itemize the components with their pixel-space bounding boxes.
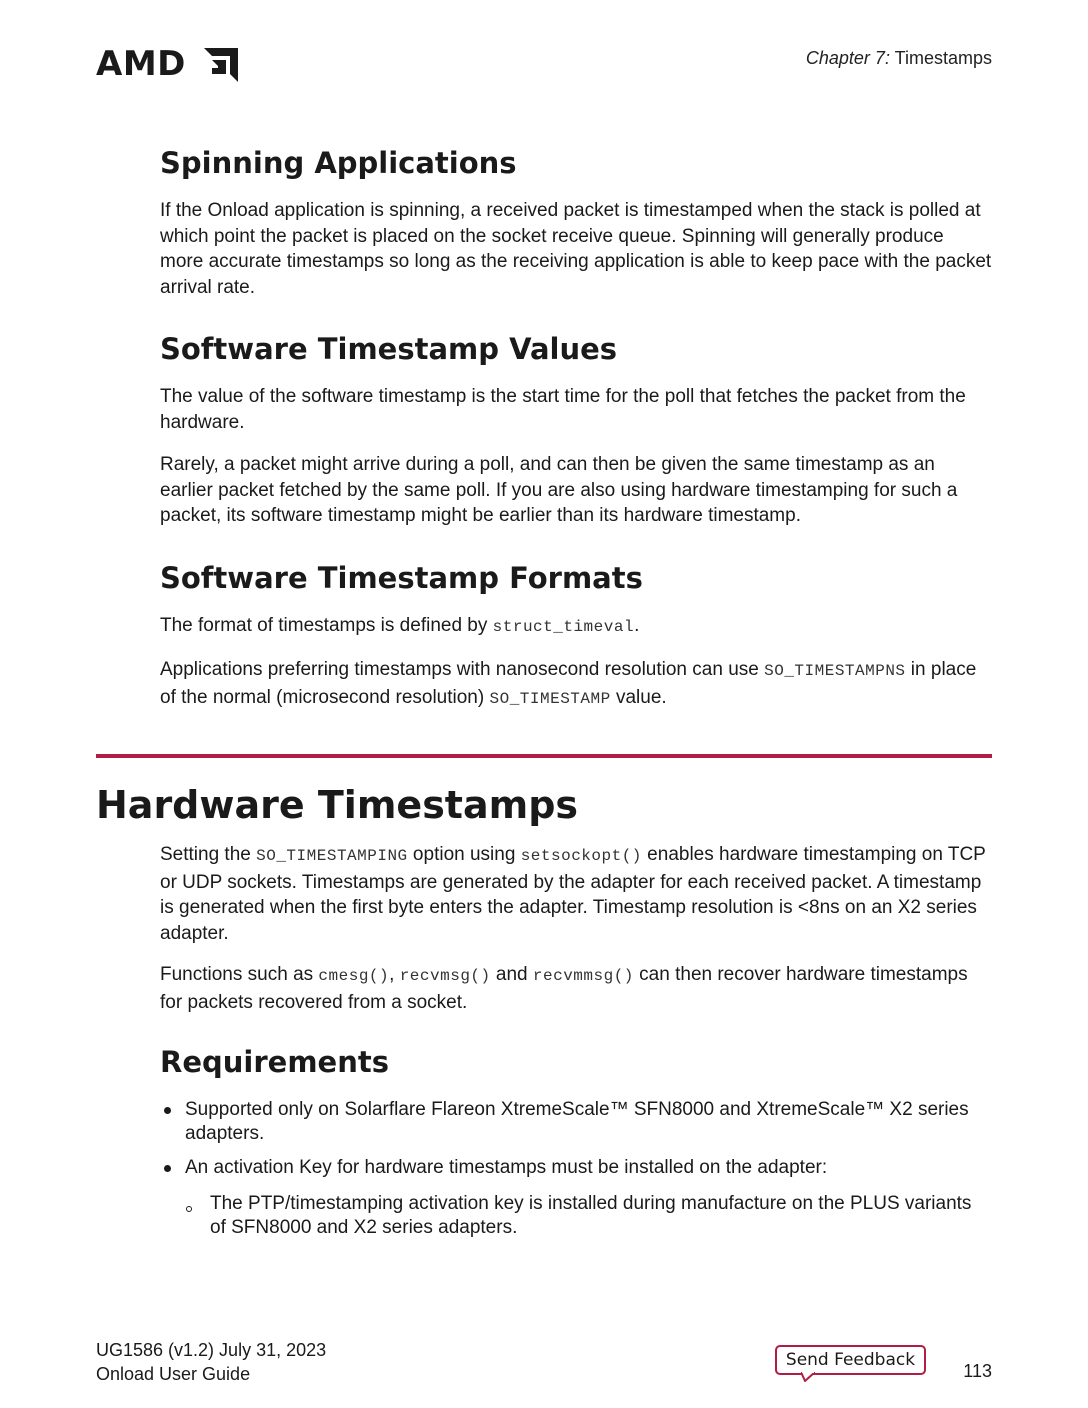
bullet-icon <box>164 1165 171 1172</box>
heading-requirements: Requirements <box>160 1045 389 1079</box>
list-item-supported-adapters: Supported only on Solarflare Flareon XtremeScale™ SFN8000 and XtremeScale™ X2 series adapters. <box>185 1099 969 1144</box>
list-item-activation-key: An activation Key for hardware timestamps must be installed on the adapter: <box>185 1157 828 1178</box>
code-recvmmsg: recvmmsg() <box>532 967 634 985</box>
chapter-label: Chapter 7: <box>805 48 890 68</box>
send-feedback-label[interactable]: Send Feedback <box>775 1345 926 1375</box>
code-so-timestamping: SO_TIMESTAMPING <box>256 847 408 865</box>
paragraph-sw-formats-2: Applications preferring timestamps with nanosecond resolution can use SO_TIMESTAMPNS in place of the normal (microsecond resolution) SO_TIMESTAMP value. <box>160 659 977 708</box>
code-struct-timeval: struct_timeval <box>492 618 635 636</box>
heading-spinning-applications: Spinning Applications <box>160 146 517 180</box>
chapter-title: Timestamps <box>894 48 992 68</box>
page-number: 113 <box>963 1361 992 1381</box>
running-header <box>806 46 992 70</box>
heading-software-timestamp-formats: Software Timestamp Formats <box>160 561 643 595</box>
speech-tail-icon <box>801 1372 815 1382</box>
bullet-icon <box>164 1107 171 1114</box>
heading-hardware-timestamps: Hardware Timestamps <box>96 783 579 827</box>
footer-doc-info <box>96 1338 326 1386</box>
section-divider <box>96 754 992 758</box>
paragraph-hardware-2: Functions such as cmesg(), recvmsg() and recvmmsg() can then recover hardware timestamps for packets recovered from a socket. <box>160 964 968 1013</box>
heading-software-timestamp-values: Software Timestamp Values <box>160 332 618 366</box>
paragraph-spinning: If the Onload application is spinning, a received packet is timestamped when the stack is polled at which point the packet is placed on the socket receive queue. Spinning will generally produce more accurate timestamps so long as the receiving application is able to keep pace with the packet arrival rate. <box>160 200 992 298</box>
code-setsockopt: setsockopt() <box>520 847 642 865</box>
paragraph-sw-values-2: Rarely, a packet might arrive during a poll, and can then be given the same timestamp as an earlier packet fetched by the same poll. If you are also using hardware timestamping for such a packet, its software timestamp might be earlier than its hardware timestamp. <box>160 454 958 526</box>
paragraph-hardware-1: Setting the SO_TIMESTAMPING option using setsockopt() enables hardware timestamping on TCP or UDP sockets. Timestamps are generated by the adapter for each received packet. A timestamp is generated when the first byte enters the adapter. Timestamp resolution is <8ns on an X2 series adapter. <box>160 844 986 944</box>
paragraph-sw-formats-1: The format of timestamps is defined by struct_timeval. <box>160 615 640 636</box>
list-item-ptp-key: The PTP/timestamping activation key is installed during manufacture on the PLUS variants of SFN8000 and X2 series adapters. <box>210 1193 972 1238</box>
sub-bullet-icon <box>186 1206 192 1212</box>
code-so-timestamp: SO_TIMESTAMP <box>489 689 611 708</box>
logo-text: AMD <box>96 44 186 84</box>
doc-id: UG1586 (v1.2) July 31, 2023 <box>96 1340 327 1360</box>
amd-arrow-icon <box>204 48 238 82</box>
doc-title: Onload User Guide <box>96 1364 251 1384</box>
send-feedback-button[interactable] <box>775 1345 926 1375</box>
code-so-timestampns: SO_TIMESTAMPNS <box>764 662 906 680</box>
paragraph-sw-values-1: The value of the software timestamp is the start time for the poll that fetches the packet from the hardware. <box>160 386 966 433</box>
code-recvmsg: recvmsg() <box>399 967 491 985</box>
code-cmesg: cmesg() <box>318 967 390 985</box>
amd-logo <box>96 46 242 82</box>
